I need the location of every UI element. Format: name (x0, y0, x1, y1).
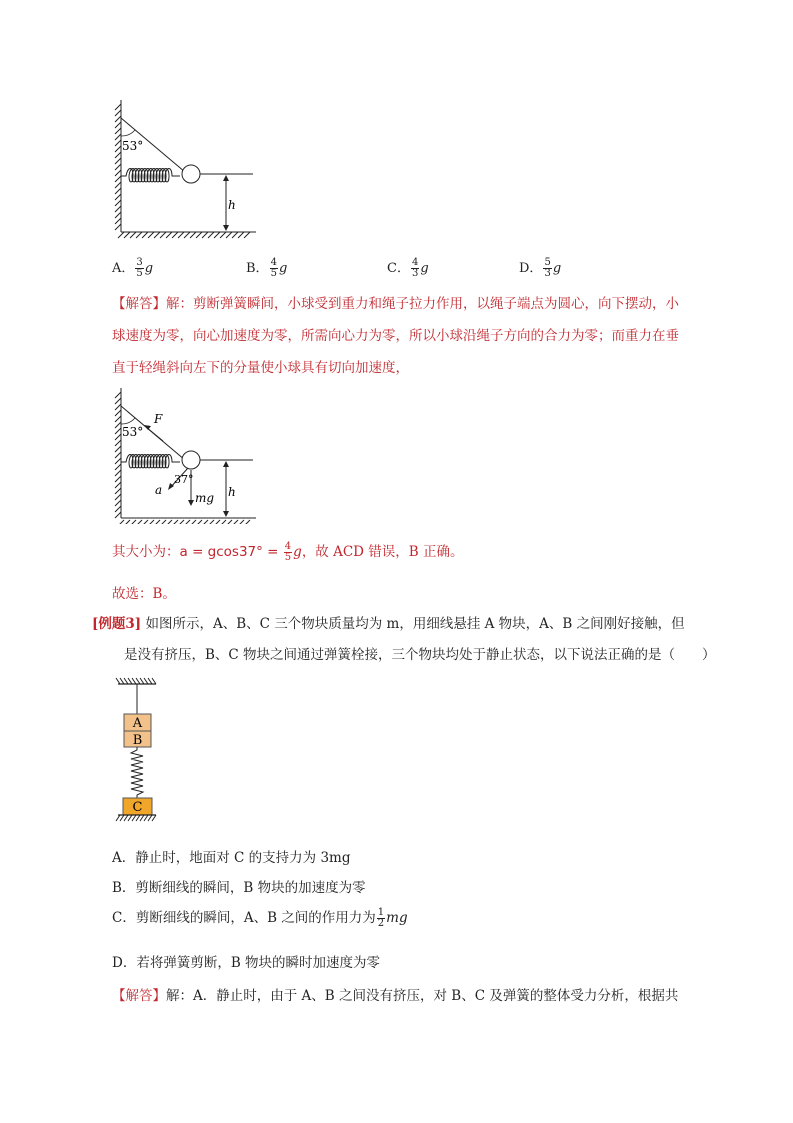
hatch-mark (142, 232, 148, 238)
figure-pendulum-spring (108, 96, 258, 241)
hatch-mark (115, 218, 121, 224)
hatch-mark (136, 678, 140, 684)
solution1-line3: 直于轻绳斜向左下的分量使小球具有切向加速度， (112, 360, 409, 376)
hatch-mark (115, 446, 121, 452)
hatch-mark (128, 815, 132, 821)
hatch-mark (118, 232, 124, 238)
choice-d[interactable]: D． $\frac{5}{3}$ g (519, 257, 562, 279)
hatch-mark (124, 815, 128, 821)
hatch-mark (226, 232, 232, 238)
hatch-mark (124, 232, 130, 238)
hatch-mark (214, 232, 220, 238)
hatch-mark (116, 678, 120, 684)
hatch-mark (115, 158, 121, 164)
hatch-mark (152, 815, 156, 821)
option3-c[interactable]: C．剪断细线的瞬间，A、B 之间的作用力为 $\frac{1}{2}$ mg (112, 907, 408, 929)
hatch-mark (220, 232, 226, 238)
hatch-mark (115, 440, 121, 446)
hatch-mark (148, 815, 152, 821)
hatch-mark (115, 170, 121, 176)
h-label: h (228, 485, 236, 499)
hatch-mark (238, 232, 244, 238)
hatch-mark (226, 520, 232, 524)
hatch-mark (196, 520, 202, 524)
hatch-mark (124, 678, 128, 684)
hatch-mark (124, 520, 130, 524)
angle-arc (121, 130, 135, 136)
hatch-mark (202, 232, 208, 238)
hatch-mark (148, 678, 152, 684)
example-tag: [例题3] (92, 616, 142, 632)
hatch-mark (214, 520, 220, 524)
hatch-mark (184, 520, 190, 524)
solution3-line1: 【解答】解：A．静止时，由于 A、B 之间没有挤压，对 B、C 及弹簧的整体受力分析，根据共 (112, 988, 679, 1004)
result-fraction: $\frac{4}{5}$ (284, 541, 292, 563)
hatch-mark (232, 232, 238, 238)
hatch-mark (115, 434, 121, 440)
hatch-mark (115, 398, 121, 404)
hatch-mark (115, 410, 121, 416)
hatch-mark (115, 194, 121, 200)
hatch-mark (115, 122, 121, 128)
hatch-mark (115, 452, 121, 458)
hatch-mark (220, 520, 226, 524)
solution-tag: 【解答】 (112, 988, 166, 1004)
figure-force-diagram (108, 384, 258, 524)
hatch-mark (120, 815, 124, 821)
hatch-mark (115, 146, 121, 152)
hatch-mark (115, 404, 121, 410)
hatch-mark (115, 392, 121, 398)
hatch-mark (154, 520, 160, 524)
hatch-mark (115, 482, 121, 488)
ball (182, 165, 200, 183)
hatch-mark (196, 232, 202, 238)
hatch-mark (244, 232, 250, 238)
hatch-mark (115, 200, 121, 206)
hatch-mark (115, 104, 121, 110)
hatch-mark (166, 232, 172, 238)
hatch-mark (115, 416, 121, 422)
hatch-mark (115, 206, 121, 212)
hatch-mark (190, 232, 196, 238)
svg-text:B: B (132, 733, 143, 748)
hatch-mark (115, 164, 121, 170)
hatch-mark (132, 678, 136, 684)
hatch-mark (115, 500, 121, 506)
result-line: 其大小为：a = gcos37° = $\frac{4}{5}$ g，故 ACD 错误，B 正确。 (112, 541, 464, 563)
spring (121, 169, 180, 183)
angle-label: 53° (122, 425, 144, 439)
hatch-mark (172, 232, 178, 238)
hatch-mark (115, 110, 121, 116)
hatch-mark (144, 678, 148, 684)
hatch-mark (232, 520, 238, 524)
hatch-mark (115, 188, 121, 194)
hatch-mark (140, 815, 144, 821)
hatch-mark (238, 520, 244, 524)
hatch-mark (136, 520, 142, 524)
hatch-mark (115, 140, 121, 146)
hatch-mark (115, 428, 121, 434)
a-label: a (155, 483, 163, 497)
hatch-mark (130, 232, 136, 238)
hatch-mark (178, 232, 184, 238)
F-label: F (154, 412, 163, 426)
hatch-mark (115, 464, 121, 470)
hatch-mark (172, 520, 178, 524)
hatch-mark (116, 815, 120, 821)
hatch-mark (154, 232, 160, 238)
spring (121, 455, 180, 469)
hatch-mark (115, 458, 121, 464)
hatch-mark (208, 232, 214, 238)
example3-line2: 是没有挤压，B、C 物块之间通过弹簧栓接，三个物块均处于静止状态，以下说法正确的是（ ） (124, 647, 716, 663)
hatch-mark (115, 134, 121, 140)
svg-text:C: C (132, 800, 143, 815)
hatch-mark (115, 224, 121, 230)
option3-a[interactable]: A．静止时，地面对 C 的支持力为 3mg (112, 850, 351, 866)
mg-label: mg (195, 491, 215, 505)
hatch-mark (208, 520, 214, 524)
choice-b[interactable]: B． $\frac{4}{5}$ g (246, 257, 288, 279)
example3-line1: [例题3] 如图所示，A、B、C 三个物块质量均为 m，用细线悬挂 A 物块，A、B 之间刚好接触，但 (92, 616, 685, 632)
svg-text:A: A (132, 716, 143, 731)
hatch-mark (115, 176, 121, 182)
hatch-mark (190, 520, 196, 524)
hatch-mark (166, 520, 172, 524)
hatch-mark (115, 488, 121, 494)
hatch-mark (115, 470, 121, 476)
hatch-mark (136, 815, 140, 821)
spring (131, 747, 143, 798)
hatch-mark (115, 128, 121, 134)
solution-tag: 【解答】 (112, 296, 166, 312)
hatch-mark (118, 520, 124, 524)
hatch-mark (115, 182, 121, 188)
hatch-mark (148, 232, 154, 238)
choices-row (112, 257, 592, 281)
hatch-mark (140, 678, 144, 684)
hatch-mark (115, 494, 121, 500)
angle2-label: 37° (174, 473, 194, 486)
option3-b[interactable]: B．剪断细线的瞬间，B 物块的加速度为零 (112, 880, 366, 896)
hatch-mark (144, 815, 148, 821)
h-label: h (228, 198, 236, 212)
hatch-mark (184, 232, 190, 238)
hatch-mark (115, 422, 121, 428)
hatch-mark (132, 815, 136, 821)
hatch-mark (115, 476, 121, 482)
figure-blocks (112, 674, 162, 828)
hatch-mark (244, 520, 250, 524)
hatch-mark (130, 520, 136, 524)
hatch-mark (152, 678, 156, 684)
hatch-mark (115, 152, 121, 158)
hatch-mark (120, 678, 124, 684)
hatch-mark (160, 232, 166, 238)
conclusion: 故选：B。 (112, 586, 176, 602)
hatch-mark (115, 116, 121, 122)
hatch-mark (115, 512, 121, 518)
option3-d[interactable]: D．若将弹簧剪断，B 物块的瞬时加速度为零 (112, 955, 381, 971)
hatch-mark (115, 212, 121, 218)
solution1-line2: 球速度为零，向心加速度为零，所需向心力为零，所以小球沿绳子方向的合力为零；而重力在垂 (112, 328, 679, 344)
hatch-mark (160, 520, 166, 524)
hatch-mark (136, 232, 142, 238)
hatch-mark (148, 520, 154, 524)
choice-a[interactable]: A． $\frac{3}{5}$ g (112, 257, 154, 279)
hatch-mark (115, 506, 121, 512)
hatch-mark (142, 520, 148, 524)
choice-c[interactable]: C． $\frac{4}{3}$ g (387, 257, 429, 279)
solution1-line1: 【解答】解：剪断弹簧瞬间，小球受到重力和绳子拉力作用，以绳子端点为圆心，向下摆动，小 (112, 296, 679, 312)
hatch-mark (178, 520, 184, 524)
hatch-mark (128, 678, 132, 684)
hatch-mark (202, 520, 208, 524)
ball (182, 451, 200, 469)
angle-label: 53° (122, 139, 144, 153)
